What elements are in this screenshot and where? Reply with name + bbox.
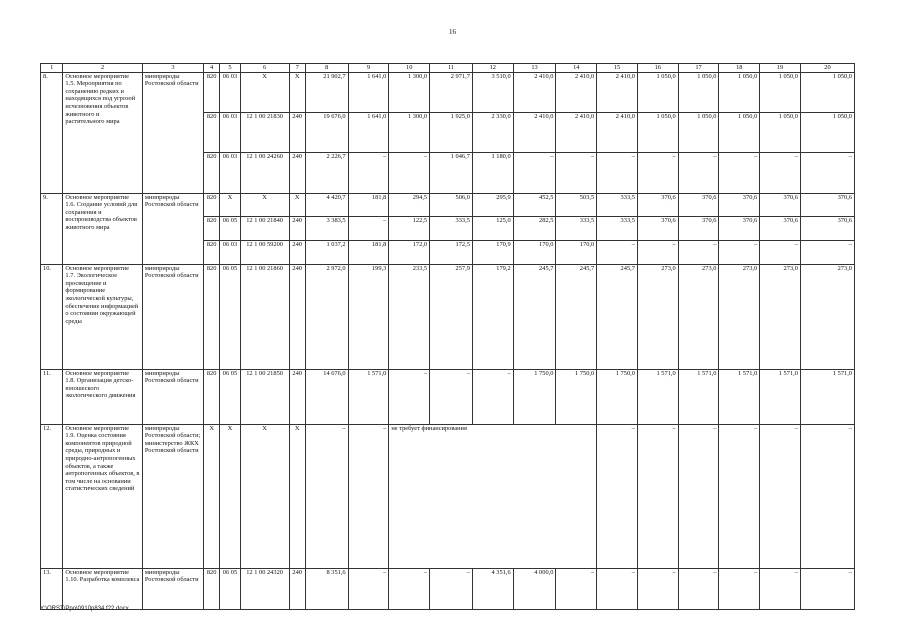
amount-cell: – [800,568,854,609]
grbs-code: 820 [203,112,219,152]
activity-name: Основное мероприятие 1.9. Оценка состояния компонентов природной среды, природных и природно-антропогенных объектов, а также антропогенных объектов, в том числе на основании статистических сведений [63,424,142,568]
amount-cell: 503,5 [556,193,597,217]
column-header: 2 [63,64,142,73]
amount-cell: 273,0 [678,264,719,369]
executor: минприроды Ростовской области [142,72,203,193]
amount-cell: 2 410,0 [597,112,638,152]
amount-cell: 1 050,0 [637,72,678,112]
amount-cell: – [389,153,430,193]
column-header: 5 [220,64,240,73]
section-code: Х [220,193,240,217]
amount-cell: 19 676,0 [305,112,348,152]
amount-cell: 1 571,0 [760,369,801,424]
expense-type-code: 240 [289,240,305,264]
column-header: 18 [719,64,760,73]
amount-cell: – [678,568,719,609]
amount-cell: – [719,568,760,609]
amount-cell: – [430,568,473,609]
column-header: 1 [41,64,63,73]
column-header: 10 [389,64,430,73]
amount-cell: 245,7 [597,264,638,369]
amount-cell: 170,9 [472,240,513,264]
amount-cell: 122,5 [389,217,430,241]
expense-type-code: 240 [289,153,305,193]
target-article-code: 12 1 00 21850 [240,369,289,424]
amount-cell: 1 050,0 [678,72,719,112]
amount-cell: – [637,240,678,264]
amount-cell: – [348,424,389,568]
amount-cell: 1 046,7 [430,153,473,193]
amount-cell: 2 410,0 [513,72,556,112]
amount-cell: 370,6 [678,217,719,241]
amount-cell: 172,0 [389,240,430,264]
amount-cell: 181,8 [348,240,389,264]
amount-cell: – [719,153,760,193]
expense-type-code: Х [289,193,305,217]
section-code: 06 05 [220,568,240,609]
amount-cell: 172,5 [430,240,473,264]
amount-cell: – [305,424,348,568]
target-article-code: 12 1 00 59200 [240,240,289,264]
activity-name: Основное мероприятие 1.8. Организация детско-юношеского экологического движения [63,369,142,424]
column-header: 20 [800,64,854,73]
amount-cell: 1 750,0 [597,369,638,424]
amount-cell: 1 750,0 [513,369,556,424]
target-article-code: 12 1 00 21830 [240,112,289,152]
amount-cell: 3 383,5 [305,217,348,241]
column-header: 17 [678,64,719,73]
amount-cell: 245,7 [556,264,597,369]
column-header: 13 [513,64,556,73]
amount-cell: 179,2 [472,264,513,369]
footer-file-path: Y:\ORST\Ppo\0910p834.f22.docx [40,606,129,612]
amount-cell: – [719,240,760,264]
target-article-code: 12 1 00 21840 [240,217,289,241]
target-article-code: Х [240,424,289,568]
amount-cell: – [348,568,389,609]
amount-cell: 8 351,6 [305,568,348,609]
section-code: 06 03 [220,72,240,112]
table-row [41,72,855,112]
amount-cell: 1 750,0 [556,369,597,424]
amount-cell: 273,0 [719,264,760,369]
amount-cell: – [637,568,678,609]
amount-cell: – [556,568,597,609]
budget-table [40,63,855,610]
amount-cell: 506,0 [430,193,473,217]
target-article-code: Х [240,72,289,112]
expense-type-code: 240 [289,264,305,369]
amount-cell: 273,0 [637,264,678,369]
amount-cell: 370,6 [800,193,854,217]
amount-cell: 1 641,0 [348,112,389,152]
amount-cell: 333,5 [597,217,638,241]
amount-cell: 125,0 [472,217,513,241]
amount-cell: – [597,568,638,609]
amount-cell: – [637,153,678,193]
amount-cell: 370,6 [760,193,801,217]
amount-cell: 370,6 [800,217,854,241]
amount-cell: – [760,424,801,568]
amount-cell: 1 571,0 [719,369,760,424]
target-article-code: 12 1 00 24260 [240,153,289,193]
amount-cell: 170,0 [556,240,597,264]
activity-name: Основное мероприятие 1.10. Разработка комплекса [63,568,142,609]
activity-name: Основное мероприятие 1.5. Мероприятия по сохранению редких и находящихся под угрозой исчезновения объектов животного и растительного мира [63,72,142,193]
column-header: 8 [305,64,348,73]
funding-note: не требует финансирования [389,424,597,568]
section-code: Х [220,424,240,568]
amount-cell: 370,6 [637,193,678,217]
amount-cell: 273,0 [800,264,854,369]
amount-cell: 257,9 [430,264,473,369]
column-header: 14 [556,64,597,73]
target-article-code: 12 1 00 24320 [240,568,289,609]
amount-cell: 282,5 [513,217,556,241]
table-row [41,369,855,424]
amount-cell: 333,5 [430,217,473,241]
row-number: 9. [41,193,63,264]
grbs-code: 820 [203,568,219,609]
amount-cell: – [800,240,854,264]
amount-cell: 170,0 [513,240,556,264]
row-number: 13. [41,568,63,609]
amount-cell: 181,8 [348,193,389,217]
target-article-code: 12 1 00 21860 [240,264,289,369]
amount-cell: 4 000,0 [513,568,556,609]
amount-cell: – [597,153,638,193]
amount-cell: 1 050,0 [760,112,801,152]
page-number: 16 [449,28,456,36]
amount-cell: 1 641,0 [348,72,389,112]
amount-cell: – [430,369,473,424]
amount-cell: – [472,369,513,424]
amount-cell: 370,6 [637,217,678,241]
amount-cell: – [348,153,389,193]
amount-cell: 295,9 [472,193,513,217]
grbs-code: 820 [203,153,219,193]
amount-cell: 2 410,0 [597,72,638,112]
expense-type-code: 240 [289,112,305,152]
amount-cell: – [678,240,719,264]
column-header: 7 [289,64,305,73]
amount-cell: 2 971,7 [430,72,473,112]
table-row [41,264,855,369]
table-row [41,193,855,217]
section-code: 06 05 [220,217,240,241]
column-header: 4 [203,64,219,73]
amount-cell: – [637,424,678,568]
amount-cell: 245,7 [513,264,556,369]
amount-cell: 2 330,0 [472,112,513,152]
amount-cell: 1 300,0 [389,72,430,112]
amount-cell: 452,5 [513,193,556,217]
grbs-code: 820 [203,193,219,217]
amount-cell: 1 050,0 [678,112,719,152]
amount-cell: 370,6 [678,193,719,217]
amount-cell: – [348,217,389,241]
column-header: 19 [760,64,801,73]
amount-cell: 1 050,0 [800,72,854,112]
amount-cell: 1 300,0 [389,112,430,152]
expense-type-code: Х [289,72,305,112]
amount-cell: – [678,153,719,193]
amount-cell: 1 050,0 [637,112,678,152]
amount-cell: 4 351,6 [472,568,513,609]
section-code: 06 05 [220,264,240,369]
amount-cell: 233,5 [389,264,430,369]
column-header: 9 [348,64,389,73]
amount-cell: – [513,153,556,193]
header-row [41,64,855,73]
amount-cell: 14 676,0 [305,369,348,424]
amount-cell: – [389,568,430,609]
amount-cell: – [760,568,801,609]
amount-cell: 333,5 [556,217,597,241]
executor: минприроды Ростовской области [142,264,203,369]
amount-cell: 1 050,0 [719,112,760,152]
activity-name: Основное мероприятие 1.7. Экологическое просвещение и формирование экологической культуры, обеспечение информацией о состоянии окружающей среды [63,264,142,369]
amount-cell: 1 571,0 [348,369,389,424]
amount-cell: 3 510,0 [472,72,513,112]
executor: минприроды Ростовской области; министерство ЖКХ Ростовской области [142,424,203,568]
amount-cell: – [719,424,760,568]
amount-cell: 199,3 [348,264,389,369]
section-code: 06 05 [220,369,240,424]
amount-cell: – [760,240,801,264]
expense-type-code: 240 [289,217,305,241]
column-header: 16 [637,64,678,73]
amount-cell: 1 050,0 [800,112,854,152]
amount-cell: – [800,153,854,193]
section-code: 06 03 [220,240,240,264]
grbs-code: Х [203,424,219,568]
grbs-code: 820 [203,217,219,241]
table-row [41,424,855,568]
column-header: 3 [142,64,203,73]
amount-cell: 2 410,0 [556,72,597,112]
amount-cell: 273,0 [760,264,801,369]
column-header: 11 [430,64,473,73]
amount-cell: 2 410,0 [556,112,597,152]
executor: минприроды Ростовской области [142,193,203,264]
amount-cell: 21 902,7 [305,72,348,112]
grbs-code: 820 [203,72,219,112]
row-number: 8. [41,72,63,193]
column-header: 15 [597,64,638,73]
amount-cell: 1 180,0 [472,153,513,193]
amount-cell: 2 226,7 [305,153,348,193]
amount-cell: 1 050,0 [760,72,801,112]
amount-cell: 294,5 [389,193,430,217]
grbs-code: 820 [203,264,219,369]
amount-cell: 2 410,0 [513,112,556,152]
row-number: 11. [41,369,63,424]
expense-type-code: Х [289,424,305,568]
amount-cell: 333,5 [597,193,638,217]
target-article-code: Х [240,193,289,217]
row-number: 10. [41,264,63,369]
amount-cell: 1 571,0 [800,369,854,424]
amount-cell: 1 571,0 [637,369,678,424]
amount-cell: – [760,153,801,193]
grbs-code: 820 [203,369,219,424]
section-code: 06 03 [220,153,240,193]
row-number: 12. [41,424,63,568]
amount-cell: – [597,240,638,264]
amount-cell: – [800,424,854,568]
column-header: 12 [472,64,513,73]
expense-type-code: 240 [289,369,305,424]
amount-cell: – [389,369,430,424]
amount-cell: 1 925,0 [430,112,473,152]
expense-type-code: 240 [289,568,305,609]
amount-cell: 1 571,0 [678,369,719,424]
column-header: 6 [240,64,289,73]
amount-cell: 4 420,7 [305,193,348,217]
amount-cell: 1 037,2 [305,240,348,264]
amount-cell: 370,6 [760,217,801,241]
executor: минприроды Ростовской области [142,568,203,609]
table-row [41,568,855,609]
executor: минприроды Ростовской области [142,369,203,424]
amount-cell: 2 972,0 [305,264,348,369]
amount-cell: – [678,424,719,568]
section-code: 06 03 [220,112,240,152]
grbs-code: 820 [203,240,219,264]
activity-name: Основное мероприятие 1.6. Создание условий для сохранения и воспроизводства объектов животного мира [63,193,142,264]
amount-cell: 370,6 [719,217,760,241]
amount-cell: 370,6 [719,193,760,217]
amount-cell: – [597,424,638,568]
amount-cell: – [556,153,597,193]
amount-cell: 1 050,0 [719,72,760,112]
